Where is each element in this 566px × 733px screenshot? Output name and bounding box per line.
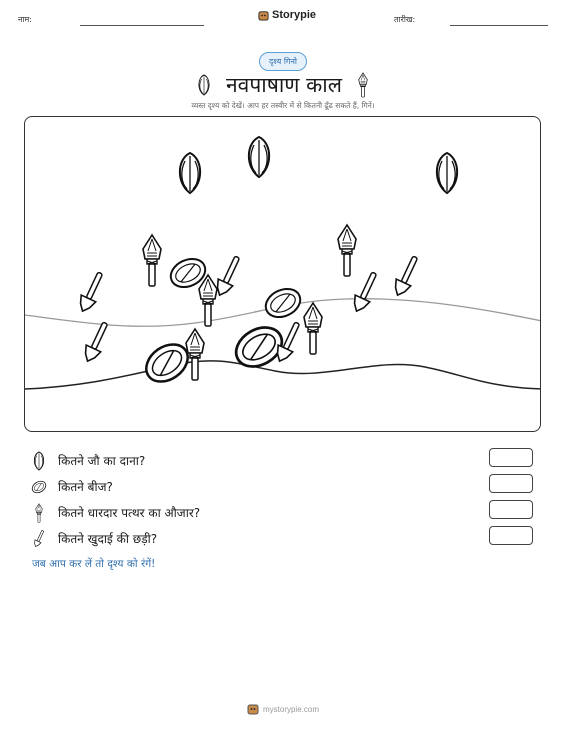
question-text: कितने बीज? [58,480,113,494]
digging-stick-item [80,320,112,365]
question-text: कितने खुदाई की छड़ी? [58,532,158,546]
digging-stick-item [349,270,381,315]
digging-stick-icon [31,529,47,549]
digging-stick-item [75,270,107,315]
seed-icon [31,477,47,497]
answer-box[interactable] [489,448,533,467]
storypie-logo-icon [247,703,259,715]
question-row [31,528,541,550]
site-footer [0,703,566,715]
seed-item [261,284,305,323]
answer-box[interactable] [489,474,533,493]
scene-illustration [25,117,541,432]
stone-tool-item [186,329,204,380]
answer-box[interactable] [489,526,533,545]
grain-item [180,153,200,193]
stone-tool-item [143,235,161,286]
title-row [0,70,566,100]
footer-url[interactable]: mystorypie.com [262,704,319,714]
digging-stick-item [390,254,422,299]
busy-scene [24,116,541,432]
date-line[interactable] [450,25,548,26]
grain-item [249,137,269,177]
activity-badge: दृश्य गिनो [259,52,307,71]
stone-tool-icon [31,503,47,523]
barley-grain-icon [31,451,47,471]
coloring-instruction: जब आप कर लें तो दृश्य को रंगें! [32,558,156,570]
question-row [31,502,541,524]
brand-logo [258,9,316,21]
question-text: कितने धारदार पत्थर का औजार? [58,506,201,520]
stone-tool-icon [356,72,370,98]
stone-tool-item [304,303,322,354]
instructions: व्यस्त दृश्य को देखें। आप हर तस्वीर में से कितनी ढूँढ सकते हैं, गिनें। [191,101,375,110]
stone-tool-item [199,275,217,326]
storypie-logo-icon [258,10,269,21]
page-title: नवपाषाण काल [226,73,342,97]
grain-item [437,153,457,193]
date-label: तारीख: [394,15,416,24]
question-row [31,476,541,498]
barley-grain-icon [196,74,212,96]
name-line[interactable] [80,25,204,26]
answer-box[interactable] [489,500,533,519]
brand-name: Storypie [272,9,317,21]
stone-tool-item [338,225,356,276]
question-row [31,450,541,472]
question-text: कितने जौ का दाना? [58,454,146,468]
name-label: नाम: [18,15,32,24]
